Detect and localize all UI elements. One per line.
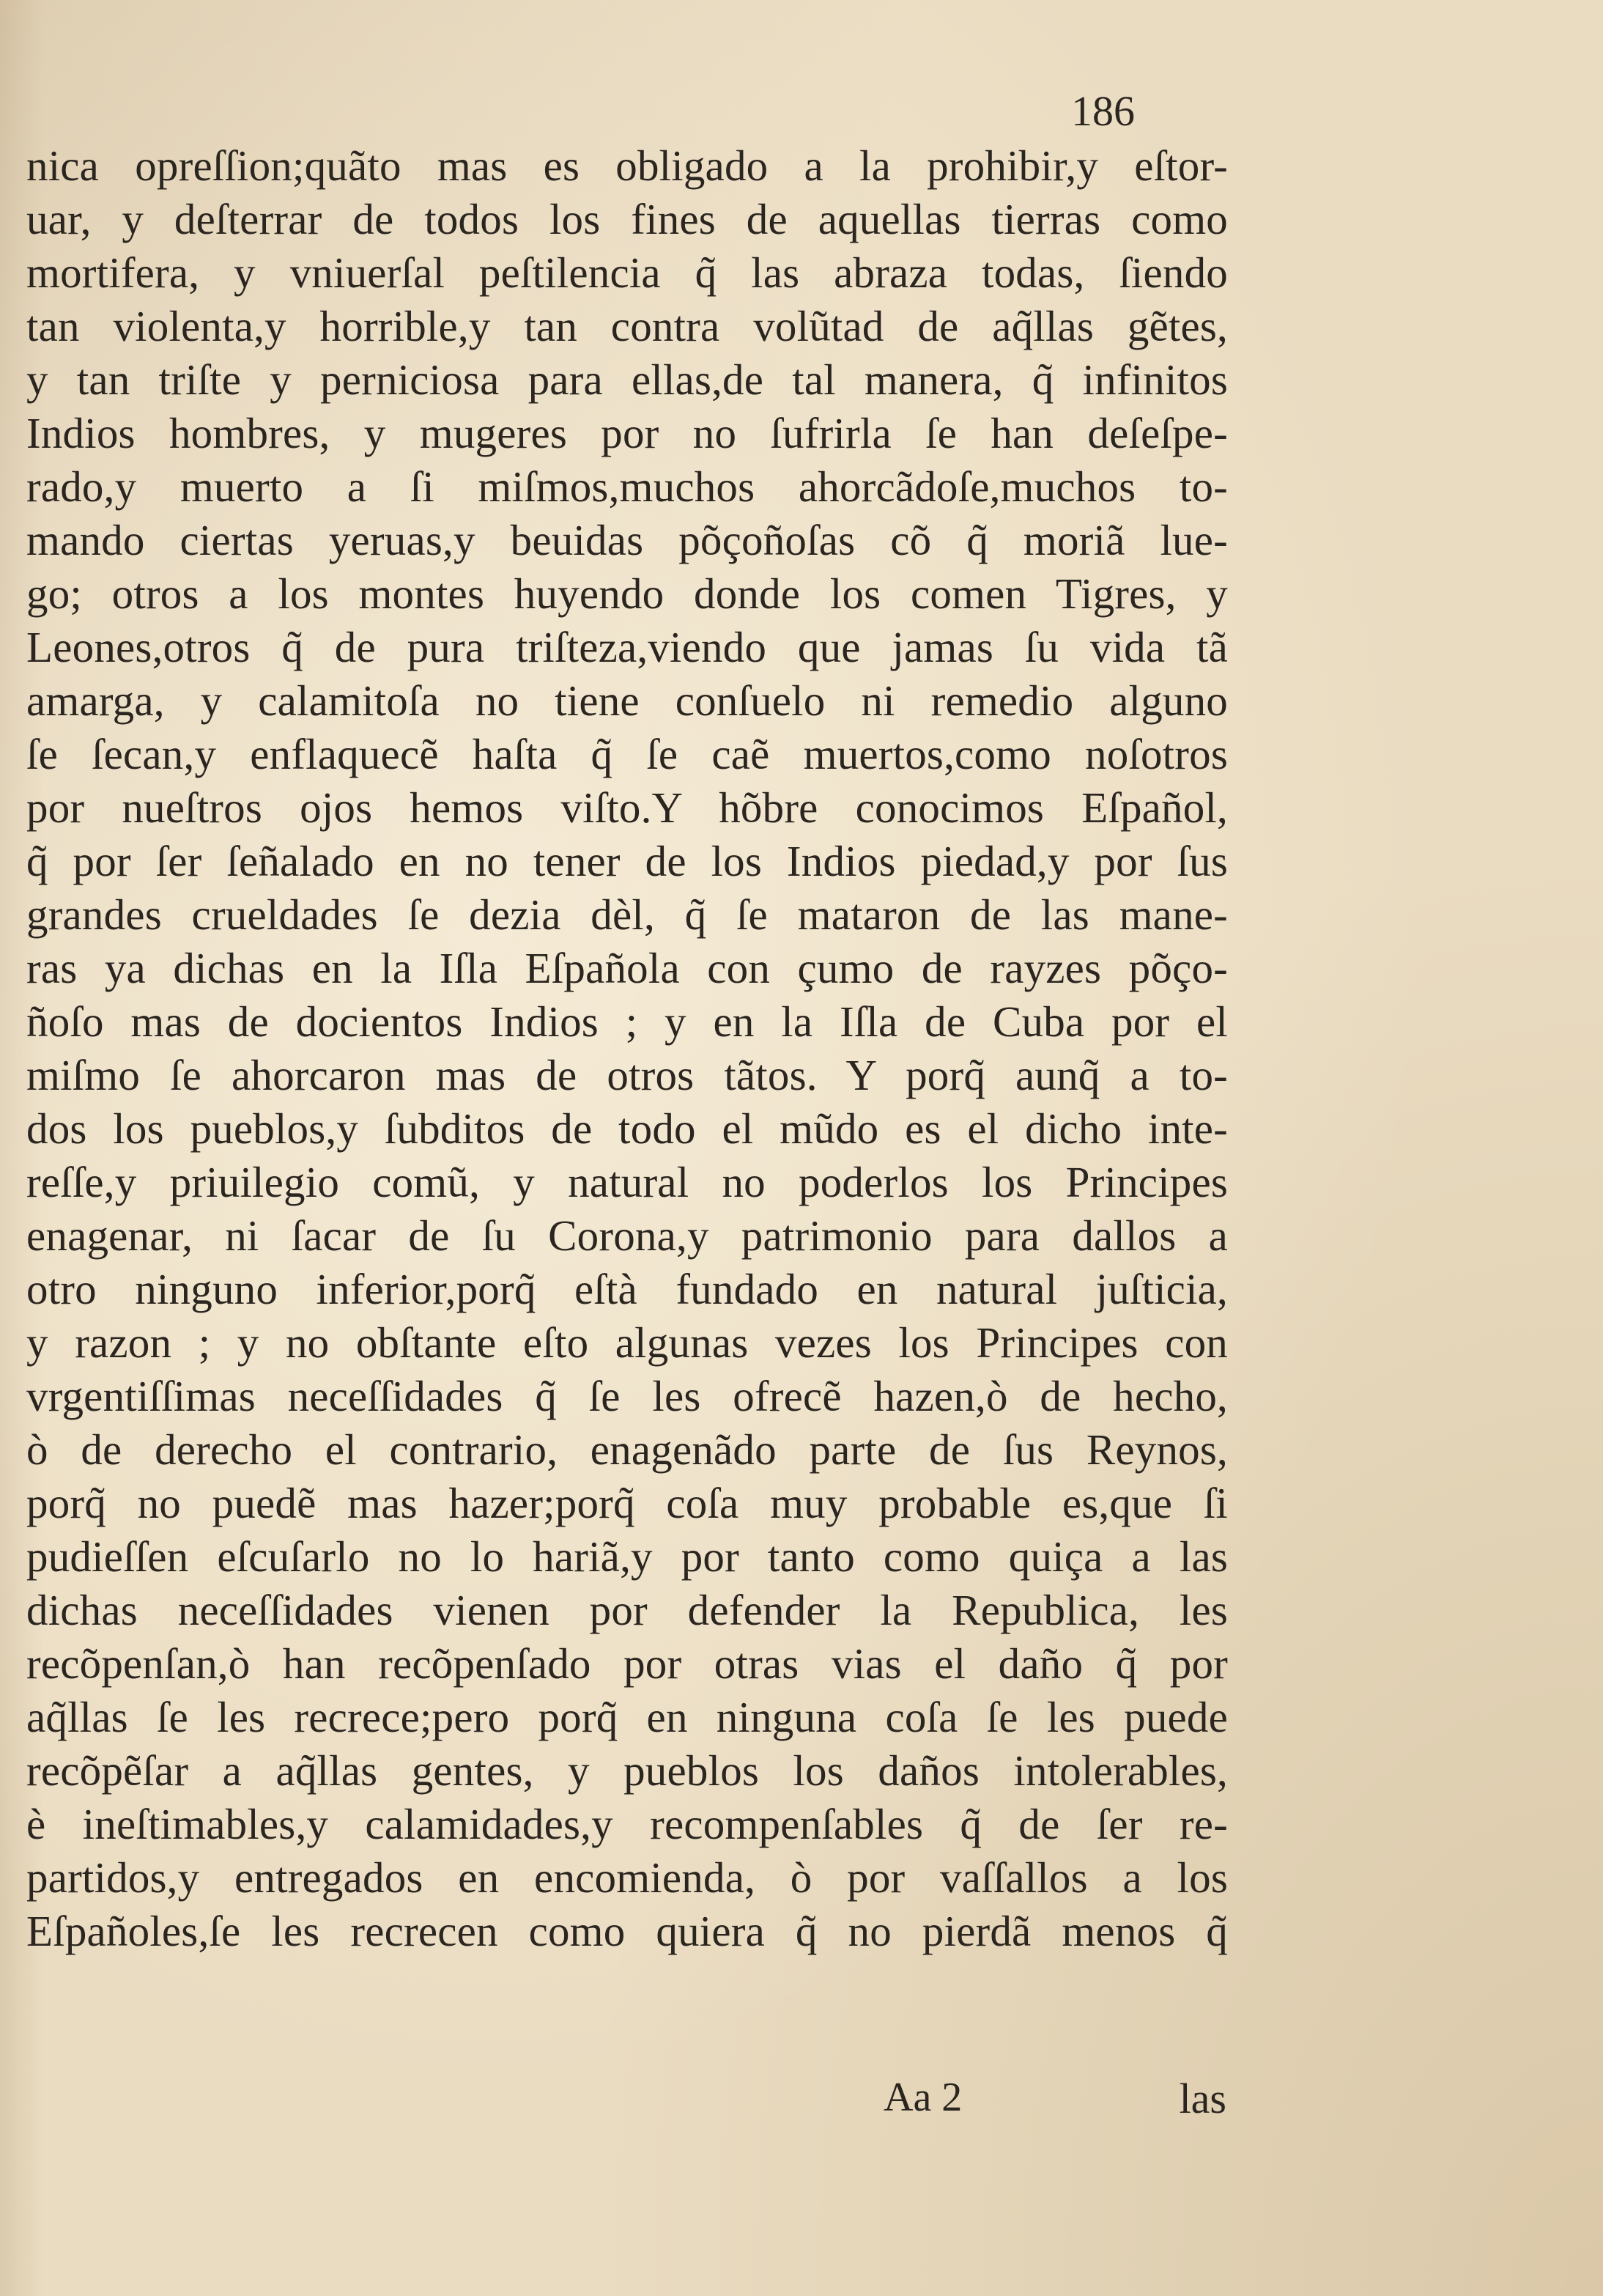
text-line: go; otros a los montes huyendo donde los comen Tigres, y <box>26 569 1228 618</box>
page-footer <box>26 2074 1228 2133</box>
text-line: rado,y muerto a ſi miſmos,muchos ahorcãdoſe,muchos to- <box>26 462 1228 511</box>
text-line: ſe ſecan,y enflaquecẽ haſta q̃ ſe caẽ muertos,como noſotros <box>26 730 1228 778</box>
text-line: grandes crueldades ſe dezia dèl, q̃ ſe mataron de las mane- <box>26 890 1228 939</box>
text-line: otro ninguno inferior,porq̃ eſtà fundado en natural juſticia, <box>26 1265 1228 1313</box>
text-line: enagenar, ni ſacar de ſu Corona,y patrimonio para dallos a <box>26 1211 1228 1260</box>
text-line: Leones,otros q̃ de pura triſteza,viendo que jamas ſu vida tã <box>26 623 1228 671</box>
text-line: pudieſſen eſcuſarlo no lo hariã,y por tanto como quiça a las <box>26 1532 1228 1581</box>
text-line: recõpẽſar a aq̃llas gentes, y pueblos los daños intolerables, <box>26 1746 1228 1795</box>
text-line: Eſpañoles,ſe les recrecen como quiera q̃ no pierdã menos q̃ <box>26 1907 1228 1955</box>
text-line: dichas neceſſidades vienen por defender la Republica, les <box>26 1586 1228 1634</box>
body-text <box>26 139 1228 1958</box>
text-line: y tan triſte y perniciosa para ellas,de tal manera, q̃ infinitos <box>26 355 1228 404</box>
text-line: mortifera, y vniuerſal peſtilencia q̃ las abraza todas, ſiendo <box>26 248 1228 297</box>
text-line: porq̃ no puedẽ mas hazer;porq̃ coſa muy probable es,que ſi <box>26 1479 1228 1527</box>
text-line: è ineſtimables,y calamidades,y recompenſables q̃ de ſer re- <box>26 1800 1228 1848</box>
catchword: las <box>1179 2075 1226 2122</box>
text-line: por nueſtros ojos hemos viſto.Y hõbre conocimos Eſpañol, <box>26 783 1228 832</box>
text-line: aq̃llas ſe les recrece;pero porq̃ en ninguna coſa ſe les puede <box>26 1693 1228 1741</box>
text-line: uar, y deſterrar de todos los fines de aquellas tierras como <box>26 195 1228 243</box>
text-line: y razon ; y no obſtante eſto algunas vezes los Principes con <box>26 1318 1228 1367</box>
text-line: ñoſo mas de docientos Indios ; y en la Iſla de Cuba por el <box>26 997 1228 1046</box>
text-line: recõpenſan,ò han recõpenſado por otras vias el daño q̃ por <box>26 1639 1228 1688</box>
text-line: amarga, y calamitoſa no tiene conſuelo ni remedio alguno <box>26 676 1228 725</box>
text-line: partidos,y entregados en encomienda, ò por vaſſallos a los <box>26 1853 1228 1902</box>
page-number: 186 <box>1071 87 1135 135</box>
text-line: ò de derecho el contrario, enagenãdo parte de ſus Reynos, <box>26 1425 1228 1474</box>
text-line: mando ciertas yeruas,y beuidas põçoñoſas cõ q̃ moriã lue- <box>26 516 1228 564</box>
signature-mark: Aa 2 <box>884 2075 963 2120</box>
text-line: ras ya dichas en la Iſla Eſpañola con çumo de rayzes põço- <box>26 944 1228 992</box>
text-line: vrgentiſſimas neceſſidades q̃ ſe les ofrecẽ hazen,ò de hecho, <box>26 1372 1228 1420</box>
text-line: miſmo ſe ahorcaron mas de otros tãtos. Y porq̃ aunq̃ a to- <box>26 1051 1228 1099</box>
text-line: q̃ por ſer ſeñalado en no tener de los Indios piedad,y por ſus <box>26 837 1228 885</box>
text-line: tan violenta,y horrible,y tan contra volũtad de aq̃llas gẽtes, <box>26 302 1228 350</box>
text-line: dos los pueblos,y ſubditos de todo el mũdo es el dicho inte- <box>26 1104 1228 1153</box>
text-line: Indios hombres, y mugeres por no ſufrirla ſe han deſeſpe- <box>26 409 1228 457</box>
text-line: nica opreſſion;quãto mas es obligado a la prohibir,y eſtor- <box>26 141 1228 190</box>
text-line: reſſe,y priuilegio comũ, y natural no poderlos los Principes <box>26 1158 1228 1206</box>
